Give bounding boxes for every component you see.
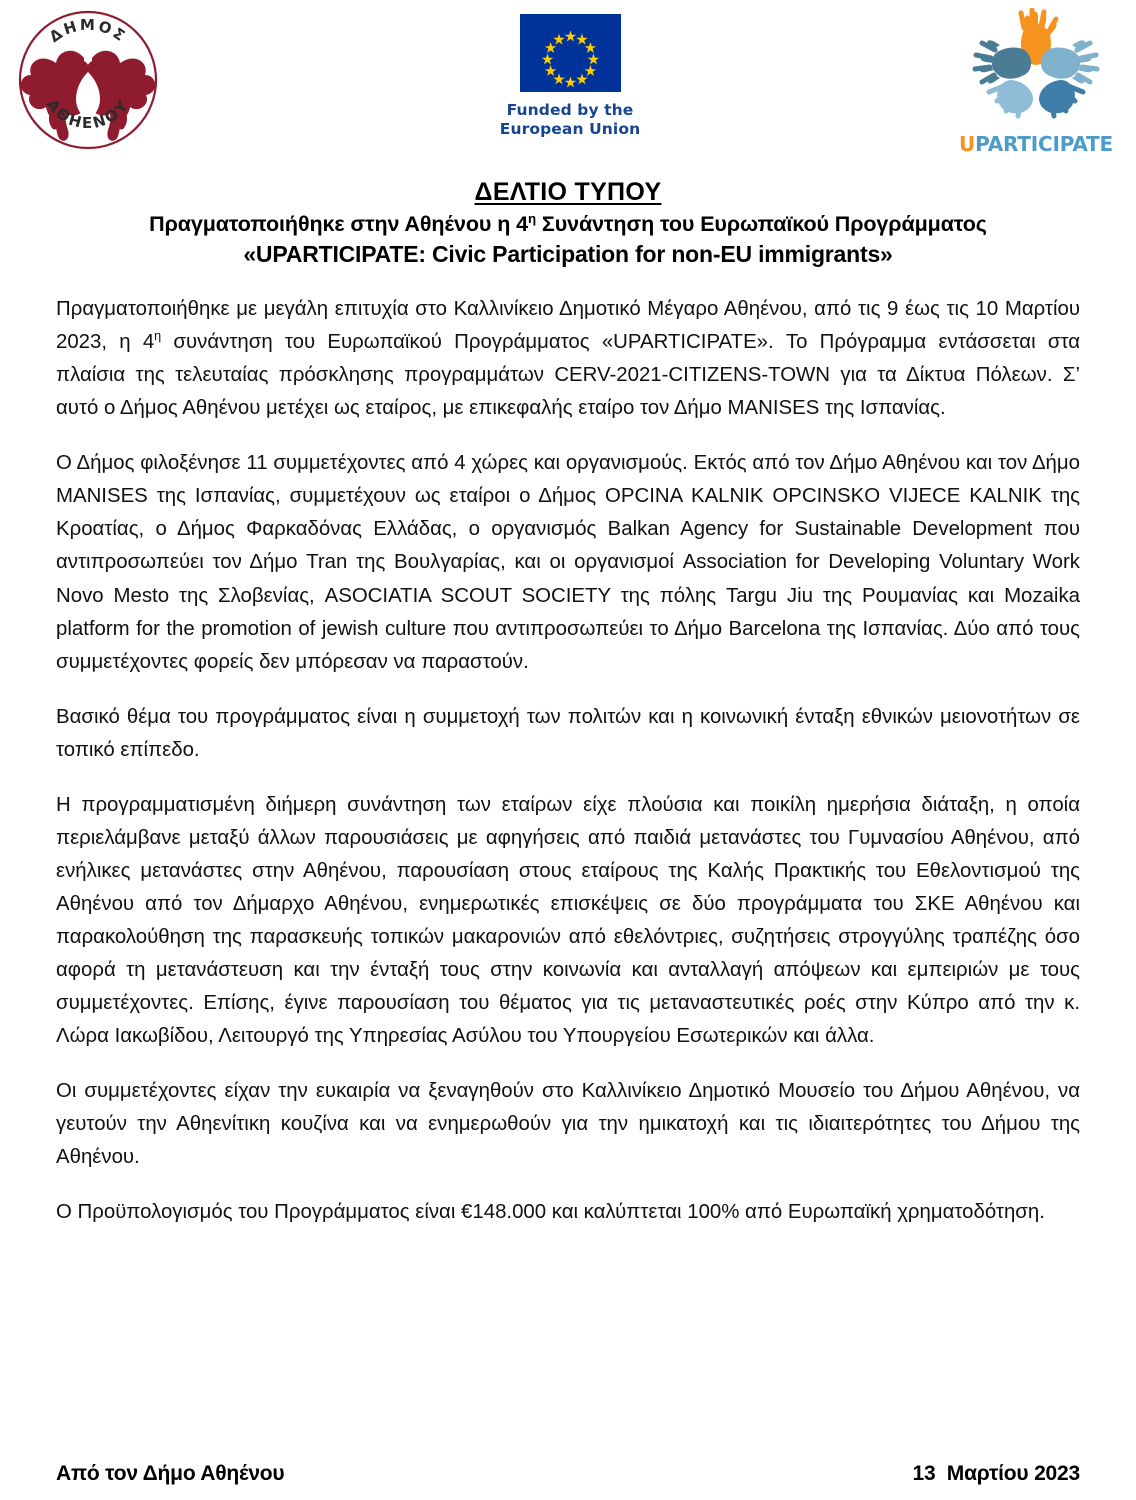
uparticipate-wordmark xyxy=(950,132,1122,156)
eu-funding-logo xyxy=(470,14,670,139)
hands-circle-icon xyxy=(961,8,1111,130)
title-block xyxy=(34,178,1102,269)
uparticipate-logo xyxy=(950,8,1122,156)
footer-date: 13 Μαρτίου 2023 xyxy=(912,1462,1080,1485)
paragraph-2: Ο Δήμος φιλοξένησε 11 συμμετέχοντες από 4 χώρες και οργανισμούς. Εκτός από τον Δήμο Αθηένου και τον Δήμο MANISES της Ισπανίας, συμμετέχουν ως εταίροι ο Δήμος OPCINA KALNIK OPCINSKO VIJECE KALNIK της Κροατίας, ο Δήμος Φαρκαδόνας Ελλάδας, ο οργανισμός Balkan Agency for Sustainable Development που αντιπροσωπεύει τον Δήμο Tran της Βουλγαρίας, και οι οργανισμοί Association for Developing Voluntary Work Novo Mesto της Σλοβενίας, ASOCIATIA SCOUT SOCIETY της πόλης Targu Jiu της Ρουμανίας και Mozaika platform for the promotion of jewish culture που αντιπροσωπεύει το Δήμο Barcelona της Ισπανίας. Δύο από τους συμμετέχοντες φορείς δεν μπόρεσαν να παραστούν. xyxy=(56,452,1080,673)
footer-signature: Από τον Δήμο Αθηένου xyxy=(56,1462,285,1485)
eu-flag-icon xyxy=(520,14,621,92)
eu-caption-line-2: European Union xyxy=(499,119,641,138)
paragraph-1 xyxy=(56,293,1080,425)
page-title: ΔΕΛΤΙΟ ΤΥΠΟΥ xyxy=(474,178,662,206)
logo-header-row xyxy=(0,0,1136,178)
page-subtitle-programme: «UPARTICIPATE: Civic Participation for non-EU immigrants» xyxy=(243,240,893,267)
eu-caption-line-1: Funded by the xyxy=(506,101,634,119)
eu-funding-caption xyxy=(470,101,670,139)
paragraph-6: Ο Προϋπολογισμός του Προγράμματος είναι €148.000 και καλύπτεται 100% από Ευρωπαϊκή χρηματοδότηση. xyxy=(56,1201,1045,1224)
paragraph-3: Βασικό θέμα του προγράμματος είναι η συμμετοχή των πολιτών και η κοινωνική ένταξη εθνικών μειονοτήτων σε τοπικό επίπεδο. xyxy=(56,705,1080,761)
paragraph-1-part-2: συνάντηση του Ευρωπαϊκού Προγράμματος «UPARTICIPATE». Το Πρόγραμμα εντάσσεται στα πλαίσια της τελευταίας πρόσκλησης προγραμμάτων CERV-2021-CITIZENS-TOWN για τα Δίκτυα Πόλεων. Σ’ αυτό ο Δήμος Αθηένου μετέχει ως εταίρος, με επικεφαλής εταίρο τον Δήμο MANISES της Ισπανίας. xyxy=(56,331,1080,420)
uparticipate-rest-letters: PARTICIPATE xyxy=(975,132,1113,156)
page-subtitle xyxy=(34,211,1102,239)
paragraph-1-ordinal-suffix: η xyxy=(154,329,162,344)
seal-bottom-text: ΑΘΗΕΝΟΥ xyxy=(42,95,134,133)
press-release-body xyxy=(56,293,1080,1229)
paragraph-5: Οι συμμετέχοντες είχαν την ευκαιρία να ξεναγηθούν στο Καλλινίκειο Δημοτικό Μουσείο του Δήμου Αθηένου, να γευτούν την Αθηενίτικη κουζίνα και να ενημερωθούν για την ημικατοχή και τις ιδιαιτερότητες του Δήμου της Αθηένου. xyxy=(56,1080,1080,1169)
uparticipate-u-letter: U xyxy=(959,132,976,156)
paragraph-4: Η προγραμματισμένη διήμερη συνάντηση των εταίρων είχε πλούσια και ποικίλη ημερήσια διάταξη, η οποία περιελάμβανε μεταξύ άλλων παρουσιάσεις με αφηγήσεις από παιδιά μετανάστες του Γυμνασίου Αθηένου, από ενήλικες μετανάστες στην Αθηένου, παρουσίαση στους εταίρους της Καλής Πρακτικής του Εθελοντισμού της Αθηένου από τον Δήμαρχο Αθηένου, ενημερωτικές επισκέψεις σε δύο προγράμματα του ΣΚΕ Αθηένου και παρακολούθηση της παρασκευής τοπικών μακαρονιών από εθελόντριες, συζητήσεις στρογγύλης τραπέζης όσο αφορά τη μετανάστευση και την ένταξή τους στην κοινωνία και ανταλλαγή απόψεων και εμπειριών με τους συμμετέχοντες. Επίσης, έγινε παρουσίαση του θέματος για τις μεταναστευτικές ροές στην Κύπρο από την κ. Λώρα Ιακωβίδου, Λειτουργό της Υπηρεσίας Ασύλου του Υπουργείου Εσωτερικών και άλλα. xyxy=(56,793,1080,1048)
document-footer xyxy=(56,1462,1080,1486)
paragraph-1-part-1: Πραγματοποιήθηκε με μεγάλη επιτυχία στο Καλλινίκειο Δημοτικό Μέγαρο Αθηένου, από τις 9 έως τις 10 Μαρτίου 2023, η 4 xyxy=(56,298,1080,354)
subtitle-part-2: Συνάντηση του Ευρωπαϊκού Προγράμματος xyxy=(536,211,987,236)
subtitle-part-1: Πραγματοποιήθηκε στην Αθηένου η 4 xyxy=(149,211,528,236)
municipality-seal-logo xyxy=(14,6,162,154)
seal-top-text: ΔΗΜΟΣ xyxy=(45,15,131,47)
subtitle-ordinal-suffix: η xyxy=(527,210,537,226)
